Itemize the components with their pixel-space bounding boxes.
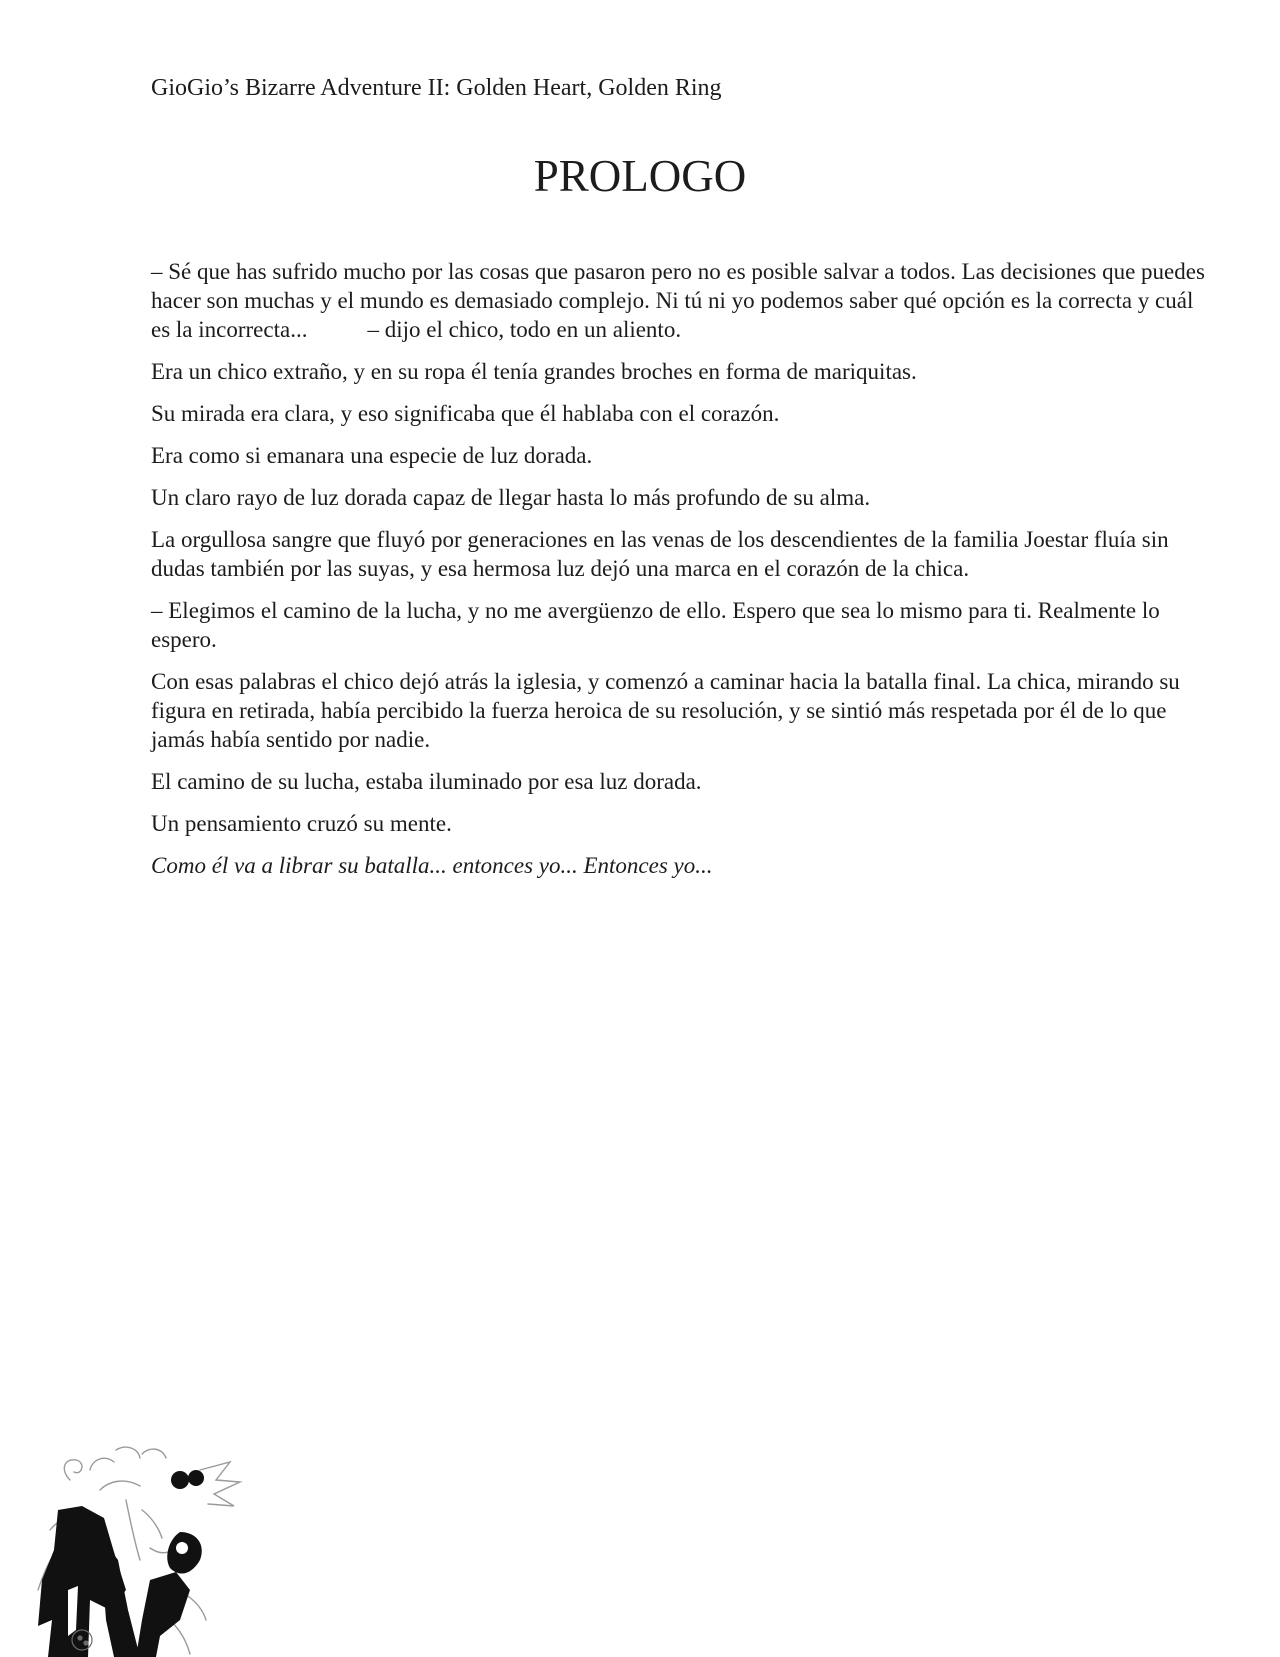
dialogue-tag: – dijo el chico, todo en un aliento. — [367, 317, 682, 342]
dialogue-text: – Sé que has sufrido mucho por las cosas que pasaron pero no es posible salvar a todos. Las decisiones que puedes hacer son muchas y el mundo es demasiado complejo. Ni tú ni yo podemos saber qué opción es la correcta y cuál es la incorrecta... — [151, 259, 1205, 342]
paragraph: Era como si emanara una especie de luz dorada. — [151, 443, 593, 468]
paragraph: Con esas palabras el chico dejó atrás la iglesia, y comenzó a caminar hacia la batalla final. La chica, mirando su figura en retirada, había percibido la fuerza heroica de su resolución, y se sintió más respetada por él de lo que jamás había sentido por nadie. — [151, 669, 1180, 752]
paragraph: El camino de su lucha, estaba iluminado por esa luz dorada. — [151, 769, 702, 794]
paragraph: Un claro rayo de luz dorada capaz de llegar hasta lo más profundo de su alma. — [151, 485, 871, 510]
paragraph: Su mirada era clara, y eso significaba que él hablaba con el corazón. — [151, 401, 780, 426]
character-illustration — [30, 1440, 260, 1657]
paragraph — [151, 257, 1211, 344]
paragraph: Era un chico extraño, y en su ropa él tenía grandes broches en forma de mariquitas. — [151, 359, 917, 384]
paragraph: Un pensamiento cruzó su mente. — [151, 811, 452, 836]
paragraph: La orgullosa sangre que fluyó por generaciones en las venas de los descendientes de la familia Joestar fluía sin dudas también por las suyas, y esa hermosa luz dejó una marca en el corazón de la chica. — [151, 527, 1169, 581]
paragraph: – Elegimos el camino de la lucha, y no me avergüenzo de ello. Espero que sea lo mismo para ti. Realmente lo espero. — [151, 598, 1160, 652]
page-title: PROLOGO — [533, 151, 747, 201]
document-body — [151, 257, 1211, 893]
closing-italic-line: Como él va a librar su batalla... entonces yo... Entonces yo... — [151, 853, 713, 878]
document-header: GioGio’s Bizarre Adventure II: Golden Heart, Golden Ring — [151, 75, 722, 101]
